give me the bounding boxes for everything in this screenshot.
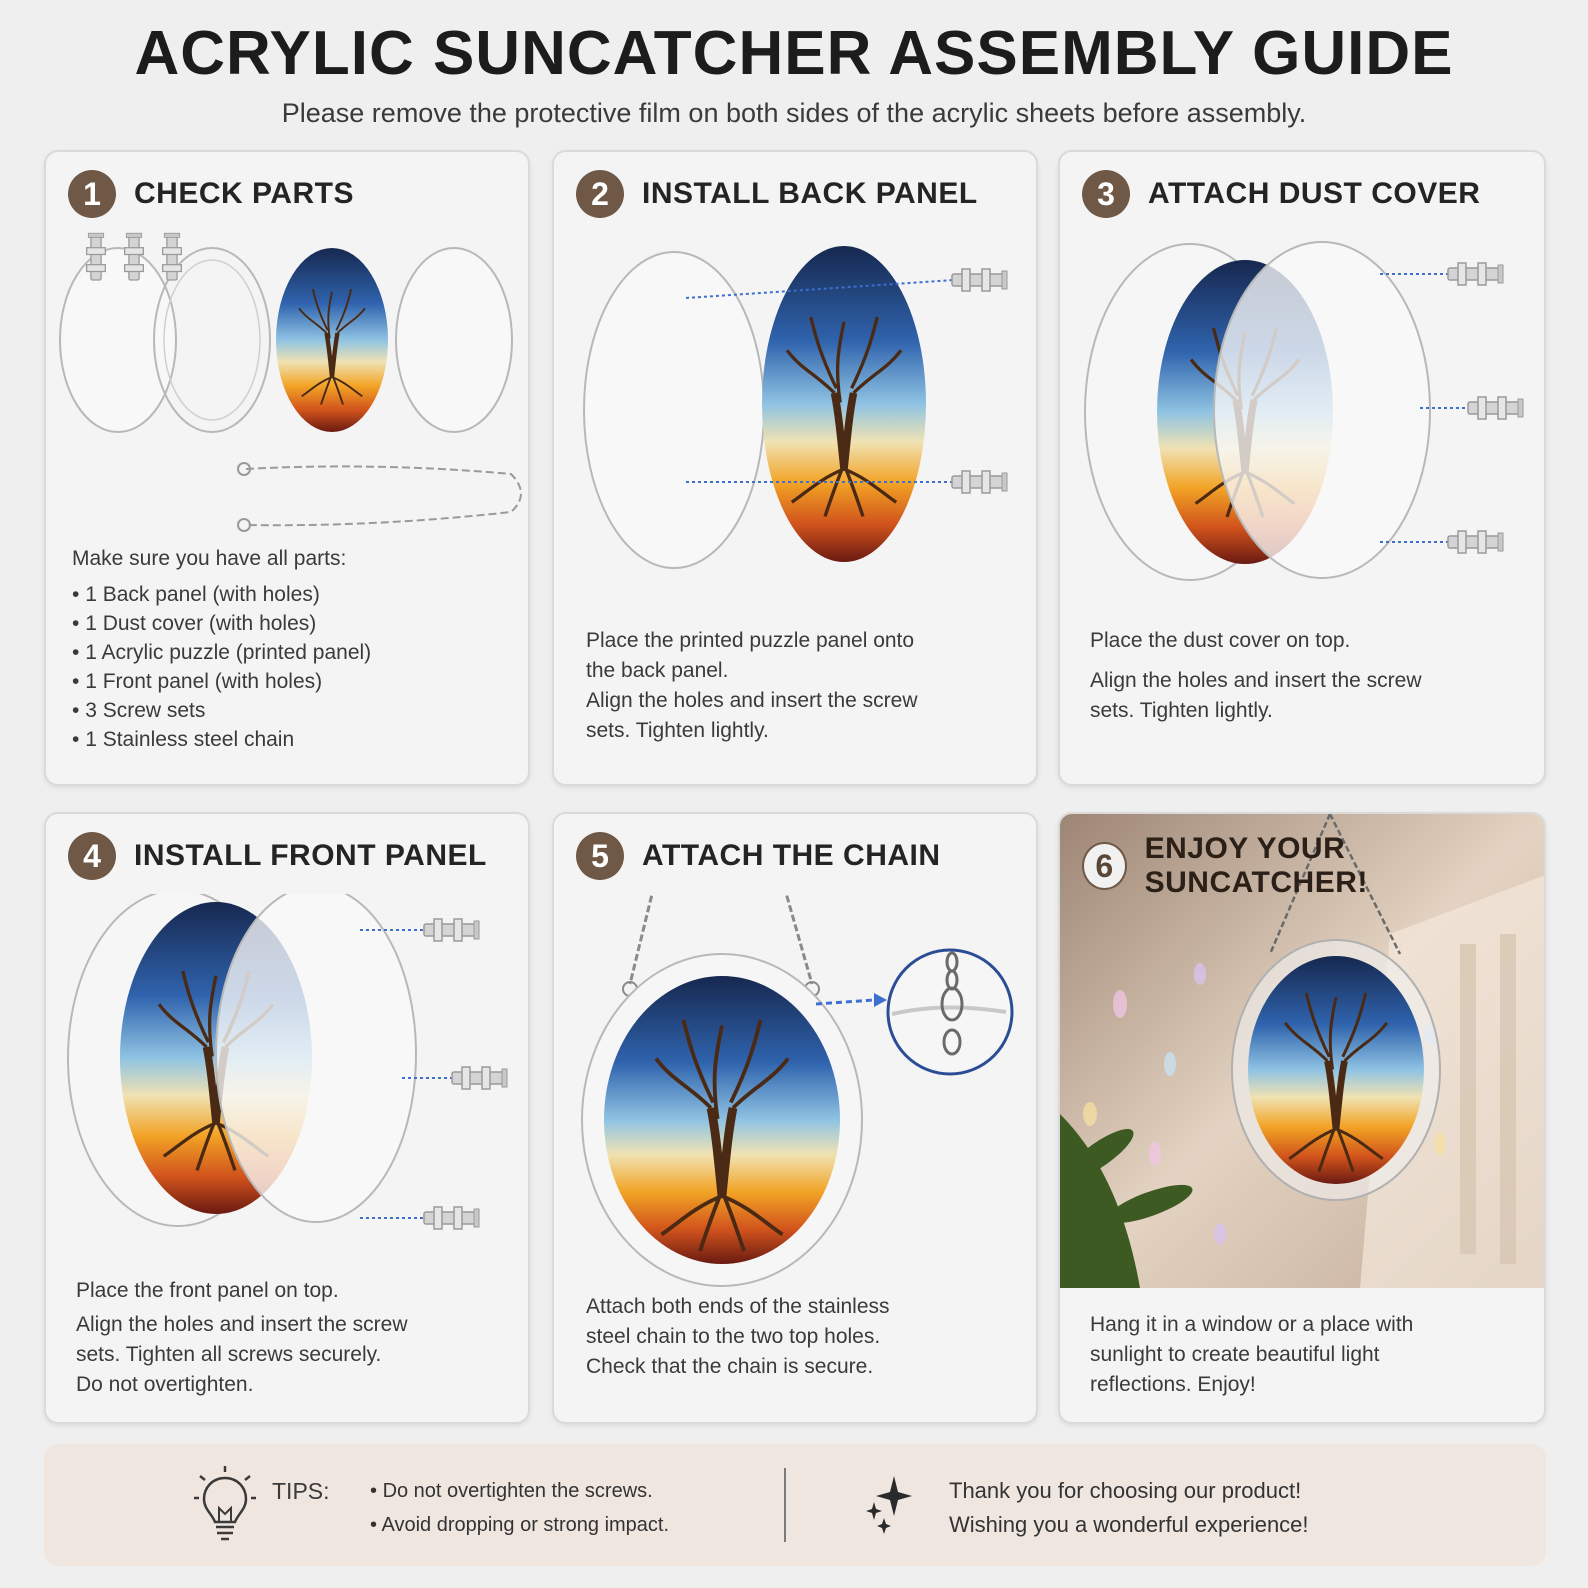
step-description (586, 1292, 890, 1382)
sparkle-icon (862, 1472, 916, 1534)
step-description (586, 626, 918, 746)
step-title: CHECK PARTS (134, 177, 354, 210)
step-header-3 (1082, 170, 1480, 218)
step-title: INSTALL BACK PANEL (642, 177, 978, 210)
tips-label: TIPS: (272, 1478, 330, 1504)
front-panel-illustration (46, 894, 530, 1274)
step-card-5 (552, 812, 1038, 1424)
list-item: • 3 Screw sets (72, 696, 371, 725)
dust-cover-illustration (1060, 232, 1546, 652)
step-card-2 (552, 150, 1038, 786)
front-panel-part (396, 248, 512, 432)
thanks-line: Thank you for choosing our product! (949, 1478, 1302, 1503)
step-description (1090, 626, 1422, 726)
step-card-1 (44, 150, 530, 786)
parts-illustration (46, 232, 530, 542)
list-item: • 1 Stainless steel chain (72, 725, 371, 754)
step-title: ATTACH DUST COVER (1148, 177, 1481, 210)
step-card-3 (1058, 150, 1546, 786)
step-number-badge: 6 (1082, 842, 1127, 890)
list-item: • 1 Acrylic puzzle (printed panel) (72, 638, 371, 667)
description-line: Attach both ends of the stainless (586, 1295, 890, 1318)
back-panel-illustration (554, 232, 1038, 652)
description-line: the back panel. (586, 659, 729, 682)
description-line: Place the printed puzzle panel onto (586, 629, 915, 652)
description-line: Align the holes and insert the screw (76, 1313, 408, 1336)
list-item: • 1 Dust cover (with holes) (72, 609, 371, 638)
list-item: • 1 Front panel (with holes) (72, 667, 371, 696)
step-header-6 (1082, 832, 1544, 900)
screw-set-parts (87, 233, 182, 280)
step-number-badge: 1 (68, 170, 116, 218)
parts-intro: Make sure you have all parts: (72, 547, 347, 570)
chain-part (238, 463, 521, 531)
step-card-6 (1058, 812, 1546, 1424)
description-line: Place the dust cover on top. (1090, 629, 1351, 652)
list-item: • Avoid dropping or strong impact. (370, 1508, 669, 1542)
step-description (1090, 1310, 1413, 1400)
step-title: ATTACH THE CHAIN (642, 839, 941, 872)
step-number-badge: 2 (576, 170, 624, 218)
chain-detail-zoom (888, 950, 1012, 1074)
description-line: Hang it in a window or a place with (1090, 1313, 1414, 1336)
thanks-line: Wishing you a wonderful experience! (949, 1512, 1309, 1537)
description-line: Place the front panel on top. (76, 1279, 339, 1302)
step-header-1 (68, 170, 354, 218)
step-card-4 (44, 812, 530, 1424)
description-line: sunlight to create beautiful light (1090, 1343, 1380, 1366)
tips-list (370, 1474, 669, 1542)
step-number-badge: 3 (1082, 170, 1130, 218)
description-line: Align the holes and insert the screw (586, 689, 918, 712)
description-line: sets. Tighten lightly. (586, 719, 769, 742)
chain-illustration (554, 894, 1038, 1314)
thank-you-message (949, 1474, 1309, 1542)
list-item: • Do not overtighten the screws. (370, 1474, 669, 1508)
description-line: sets. Tighten all screws securely. (76, 1343, 382, 1366)
step-number-badge: 4 (68, 832, 116, 880)
back-panel-part (60, 248, 176, 432)
description-line: Align the holes and insert the screw (1090, 669, 1422, 692)
step-header-4 (68, 832, 487, 880)
page-title: ACRYLIC SUNCATCHER ASSEMBLY GUIDE (134, 19, 1454, 88)
step-description (76, 1276, 408, 1400)
step-header-5 (576, 832, 941, 880)
printed-puzzle-part (276, 248, 388, 432)
step-title: INSTALL FRONT PANEL (134, 839, 487, 872)
description-line: steel chain to the two top holes. (586, 1325, 881, 1348)
divider (784, 1468, 786, 1542)
list-item: • 1 Back panel (with holes) (72, 580, 371, 609)
step-number-badge: 5 (576, 832, 624, 880)
description-line: reflections. Enjoy! (1090, 1373, 1256, 1396)
step-title: ENJOY YOUR SUNCATCHER! (1144, 832, 1368, 899)
description-line: Check that the chain is secure. (586, 1355, 874, 1378)
parts-list (72, 580, 371, 754)
description-line: sets. Tighten lightly. (1090, 699, 1273, 722)
page-subtitle: Please remove the protective film on both sides of the acrylic sheets before assembly. (281, 98, 1307, 128)
step-header-2 (576, 170, 978, 218)
lightbulb-icon (194, 1464, 256, 1546)
parts-description (72, 544, 371, 754)
description-line: Do not overtighten. (76, 1373, 254, 1396)
tips-bar (44, 1444, 1546, 1566)
